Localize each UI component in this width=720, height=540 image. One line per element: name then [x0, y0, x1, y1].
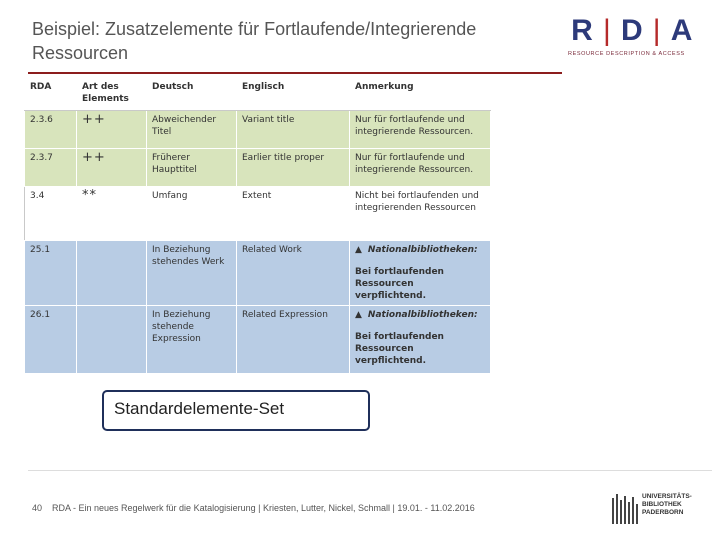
cell-anmerkung: Nicht bei fortlaufenden und integrierenden Ressourcen	[350, 187, 491, 241]
column-header-rda: RDA	[25, 78, 77, 111]
cell-anmerkung	[350, 241, 491, 306]
triangle-marker-icon: ▲	[355, 310, 362, 320]
column-header-englisch: Englisch	[237, 78, 350, 111]
cell-art	[77, 241, 147, 306]
title-divider	[28, 72, 562, 74]
cell-deutsch: Abweichender Titel	[147, 111, 237, 149]
rda-elements-table	[24, 77, 491, 374]
cell-rda: 2.3.6	[25, 111, 77, 149]
cell-deutsch: In Beziehung stehende Expression	[147, 306, 237, 374]
cell-rda: 3.4	[25, 187, 77, 241]
university-library-logo	[612, 492, 712, 528]
slide-title-line-2: Ressourcen	[32, 43, 129, 63]
note-heading: Nationalbibliotheken:	[367, 310, 478, 320]
cell-rda: 25.1	[25, 241, 77, 306]
table-row	[25, 149, 491, 187]
logo-separator: |	[652, 14, 661, 47]
rda-logo-letter-d: D	[620, 14, 643, 47]
cell-anmerkung: Nur für fortlaufende und integrierende Ressourcen.	[350, 149, 491, 187]
logo-separator: |	[603, 14, 611, 47]
standardelemente-set-callout: Standardelemente-Set	[102, 390, 370, 431]
cell-deutsch: In Beziehung stehendes Werk	[147, 241, 237, 306]
cell-art: **	[77, 187, 147, 241]
uni-logo-line-3: PADERBORN	[642, 509, 684, 516]
cell-anmerkung	[350, 306, 491, 374]
table-header-row	[25, 78, 491, 111]
table-row	[25, 187, 491, 241]
note-heading: Nationalbibliotheken:	[367, 245, 478, 255]
column-header-deutsch: Deutsch	[147, 78, 237, 111]
slide-title	[32, 17, 562, 65]
cell-englisch: Related Work	[237, 241, 350, 306]
rda-logo	[568, 16, 712, 60]
column-header-art: Art des Elements	[77, 78, 147, 111]
university-logo-bars-icon	[612, 494, 640, 524]
cell-art	[77, 306, 147, 374]
cell-englisch: Variant title	[237, 111, 350, 149]
cell-art: ++	[77, 111, 147, 149]
cell-englisch: Earlier title proper	[237, 149, 350, 187]
cell-englisch: Related Expression	[237, 306, 350, 374]
note-text: Bei fortlaufenden Ressourcen verpflichtend.	[355, 332, 444, 366]
note-text: Bei fortlaufenden Ressourcen verpflichtend.	[355, 267, 444, 301]
cell-deutsch: Früherer Haupttitel	[147, 149, 237, 187]
uni-logo-line-1: UNIVERSITÄTS-	[642, 493, 692, 500]
rda-logo-tagline: RESOURCE DESCRIPTION & ACCESS	[568, 51, 685, 57]
column-header-anmerkung: Anmerkung	[350, 78, 491, 111]
table-row	[25, 241, 491, 306]
cell-art: ++	[77, 149, 147, 187]
rda-logo-letter-r: R	[571, 14, 593, 47]
rda-logo-letter-a: A	[670, 14, 693, 47]
triangle-marker-icon: ▲	[355, 245, 362, 255]
cell-anmerkung: Nur für fortlaufende und integrierende Ressourcen.	[350, 111, 491, 149]
slide-title-line-1: Beispiel: Zusatzelemente für Fortlaufende/Integrierende	[32, 19, 477, 39]
cell-englisch: Extent	[237, 187, 350, 241]
cell-rda: 26.1	[25, 306, 77, 374]
table-row	[25, 306, 491, 374]
uni-logo-line-2: BIBLIOTHEK	[642, 501, 682, 508]
page-number: 40	[32, 503, 43, 513]
footer-divider	[28, 470, 712, 471]
table-row	[25, 111, 491, 149]
footer-citation: RDA - Ein neues Regelwerk für die Katalogisierung | Kriesten, Lutter, Nickel, Schmall | 19.01. - 11.02.2016	[52, 503, 475, 513]
cell-deutsch: Umfang	[147, 187, 237, 241]
cell-rda: 2.3.7	[25, 149, 77, 187]
